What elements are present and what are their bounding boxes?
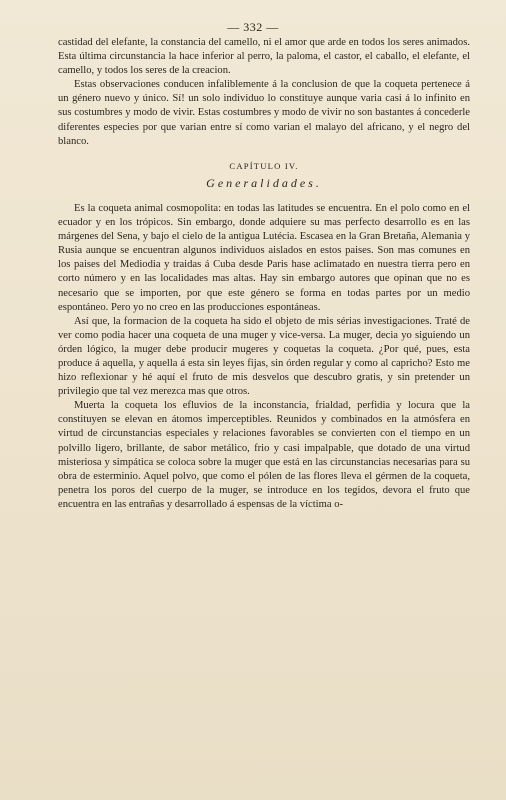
page-body — [58, 36, 470, 512]
paragraph: Así que, la formacion de la coqueta ha sido el objeto de mis sérias investigaciones. Traté de ver como podia hacer una coqueta de una muger y vice-versa. La muger, decia yo siguiendo un órden lógico, la muger debe producir mugeres y coquetas la coqueta. ¿Por qué, pues, esta produce á aquella, y aquella á esta sin leyes fijas, sin órden regular y como al capricho? Esto me hizo reflexionar y hé aquí el fruto de mis desvelos que descubro gratis, y sin pretender un privilegio que tal vez merezca mas que otros. — [58, 315, 470, 398]
paragraph: Muerta la coqueta los efluvios de la inconstancia, frialdad, perfidia y locura que la constituyen se elevan en átomos imperceptibles. Reunidos y combinados en la atmósfera en virtud de circunstancias especiales y relaciones favorables se convierten con el tiempo en un polvillo ligero, brillante, de sabor metálico, frio y casi impalpable, que dotado de una virtud misteriosa y simpática se coloca sobre la muger que está en las circunstancias necesarias para su obra de esterminio. Aquel polvo, que como el pólen de las flores lleva el gérmen de la coqueta, penetra los poros del cuerpo de la muger, se introduce en los tegidos, devora el fruto que encuentra en las entrañas y desarrollado á espensas de la víctima o- — [58, 400, 470, 510]
paragraph: Es la coqueta animal cosmopolita: en todas las latitudes se encuentra. En el polo como en el ecuador y en los trópicos. Sin embargo, donde adquiere su mas perfecto desarrollo es en las márgenes del Sena, y bajo el cielo de la antigua Lutécia. Escasea en la Gran Bretaña, Alemania y Rusia aunque se encuentran algunos individuos aislados en estos paises. Son mas comunes en los paises del Mediodia y traidas á Cuba desde Paris hase aclimatado en nuestra tierra pero en corto número y en las localidades mas altas. Hay sin embargo autores que opinan que no es necesario que se importen, por que este género se forma en todas partes por un medio espontáneo. Pero yo no creo en las producciones espontáneas. — [58, 202, 470, 313]
paragraph: Estas observaciones conducen infaliblemente á la conclusion de que la coqueta pertenece á un género nuevo y único. Sí! un solo individuo lo constituye aunque varia casi á lo infinito en sus costumbres y modo de vivir. Estas costumbres y modo de vivir no son bastantes á concederle diferentes especies por que varian entre sí como varian el malayo del africano, y el negro del blanco. — [58, 79, 470, 147]
paragraph: castidad del elefante, la constancia del camello, ni el amor que arde en todos los seres animados. Esta última circunstancia la hace inferior al perro, la paloma, el castor, el caballo, el elefante, el camello, y todos los seres de la creacion. — [58, 37, 470, 77]
page-number: — 332 — — [227, 20, 279, 34]
chapter-heading: CAPÍTULO IV. — [229, 160, 299, 171]
section-heading: Generalidades. — [206, 175, 322, 190]
